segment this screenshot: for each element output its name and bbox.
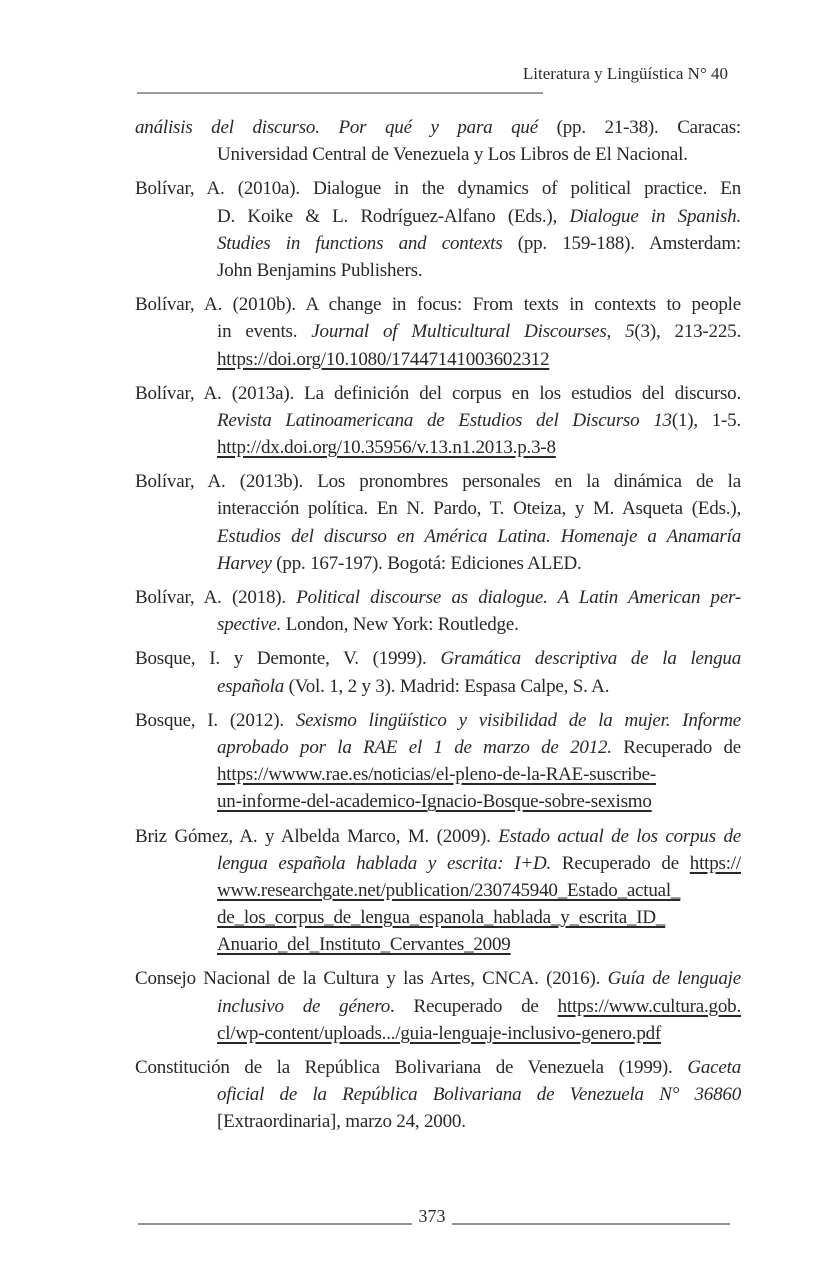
reference-line [135,550,741,577]
reference-entry [135,380,741,462]
reference-text: Recuperado de [623,736,741,758]
reference-text: lengua española hablada y escrita: I+D. [217,852,562,874]
reference-entry [135,468,741,577]
reference-text: (pp. 159-188). Amsterdam: [517,232,741,254]
reference-entry [135,175,741,284]
reference-line [135,141,741,168]
reference-text: Bosque, I. y Demonte, V. (1999). [135,648,441,670]
reference-link[interactable]: un-informe-del-academico-Ignacio-Bosque-sobre-sexismo [217,791,652,813]
reference-text: Journal of Multicultural Discourses [311,321,607,343]
reference-line [135,850,741,877]
reference-text: Bolívar, A. (2013b). Los pronombres personales en la dinámica de la [135,471,741,493]
reference-text: D. Koike & L. Rodríguez-Alfano (Eds.), [217,205,570,227]
reference-text: (3), 213-225. [634,321,741,343]
reference-line [135,434,741,461]
reference-text: Estudios del discurso en América Latina. Homenaje a Anamaría [217,525,741,547]
reference-text: John Benjamins Publishers. [217,259,423,281]
reference-line [135,611,741,638]
reference-text: Briz Gómez, A. y Albelda Marco, M. (2009). [135,825,499,847]
reference-line [135,346,741,373]
reference-line [135,203,741,230]
reference-line [135,788,741,815]
reference-line [135,823,741,850]
reference-text: in events. [217,321,312,343]
reference-line [135,877,741,904]
reference-text: Revista Latinoamericana de Estudios del Discurso 13 [217,409,672,431]
reference-line [135,673,741,700]
reference-text: aprobado por la RAE el 1 de marzo de 2012. [217,736,624,758]
reference-text: [Extraordinaria], marzo 24, 2000. [217,1111,466,1133]
reference-line [135,993,741,1020]
reference-text: Bosque, I. (2012). [135,709,296,731]
reference-line [135,734,741,761]
reference-text: Harvey [217,552,277,574]
reference-line [135,495,741,522]
reference-line [135,523,741,550]
reference-text: Dialogue in Spanish. [569,205,741,227]
reference-line [135,468,741,495]
reference-line [135,645,741,672]
reference-text: Bolívar, A. (2018). [135,587,297,608]
reference-text: (Vol. 1, 2 y 3). Madrid: Espasa Calpe, S. A. [288,675,610,697]
reference-text: (1), 1-5. [671,409,741,431]
reference-text: spective. [217,614,286,636]
reference-line [135,257,741,284]
references-list [135,114,741,1143]
reference-entry [135,823,741,959]
reference-link[interactable]: https:// [689,852,741,874]
footer-rule-left [138,1223,412,1225]
reference-link[interactable]: https://wwww.rae.es/noticias/el-pleno-de-la-RAE-suscribe- [217,764,657,786]
reference-line [135,584,741,611]
reference-line [135,175,741,202]
reference-line [135,114,741,141]
reference-link[interactable]: de_los_corpus_de_lengua_espanola_hablada_y_escrita_ID_ [217,907,666,929]
reference-line [135,318,741,345]
reference-entry [135,645,741,699]
reference-text: , [606,321,626,343]
reference-text: 5 [625,321,635,343]
reference-link[interactable]: cl/wp-content/uploads.../guia-lenguaje-inclusivo-genero.pdf [217,1022,662,1044]
reference-text: Political discourse as dialogue. A Latin American per- [296,587,741,608]
reference-entry [135,584,741,638]
reference-text: inclusivo de género [217,995,391,1017]
reference-line [135,904,741,931]
reference-line [135,707,741,734]
reference-text: . Recuperado de [390,995,558,1017]
reference-text: Universidad Central de Venezuela y Los Libros de El Nacional. [217,144,688,166]
reference-entry [135,291,741,373]
reference-text: oficial de la República Bolivariana de Venezuela N° 36860 [217,1084,741,1106]
reference-text: Gaceta [687,1057,741,1078]
page-number: 373 [418,1206,446,1226]
reference-entry [135,707,741,816]
reference-text: interacción política. En N. Pardo, T. Oteiza, y M. Asqueta (Eds.), [217,498,741,520]
reference-line [135,1081,741,1108]
reference-text: Studies in functions and contexts [217,232,518,254]
reference-text: Estado actual de los corpus de [498,825,741,847]
reference-text: análisis del discurso. Por qué y para qué [135,117,557,138]
reference-line [135,407,741,434]
reference-line [135,965,741,992]
reference-text: (pp. 21-38). Caracas: [556,117,741,138]
journal-header: Literatura y Lingüística N° 40 [522,64,728,83]
reference-line [135,1054,741,1081]
reference-link[interactable]: Anuario_del_Instituto_Cervantes_2009 [217,934,511,956]
reference-entry [135,1054,741,1136]
reference-link[interactable]: https://doi.org/10.1080/17447141003602312 [217,348,550,370]
reference-line [135,761,741,788]
reference-text: Sexismo lingüístico y visibilidad de la mujer. Informe [295,709,741,731]
reference-link[interactable]: http://dx.doi.org/10.35956/v.13.n1.2013.p.3-8 [217,437,556,459]
reference-text: Consejo Nacional de la Cultura y las Artes, CNCA. (2016). [135,968,608,990]
reference-text: Constitución de la República Bolivariana de Venezuela (1999). [135,1057,688,1078]
reference-text: London, New York: Routledge. [285,614,519,636]
reference-line [135,230,741,257]
reference-text: (pp. 167-197). Bogotá: Ediciones ALED. [276,552,582,574]
reference-text: española [217,675,289,697]
reference-line [135,380,741,407]
reference-text: Recuperado de [561,852,690,874]
reference-line [135,291,741,318]
reference-line [135,1020,741,1047]
reference-text: Bolívar, A. (2010a). Dialogue in the dynamics of political practice. En [135,178,741,200]
reference-text: Bolívar, A. (2010b). A change in focus: From texts in contexts to people [135,294,741,316]
header-rule [137,92,543,94]
reference-line [135,1108,741,1135]
reference-entry [135,114,741,168]
reference-text: Gramática descriptiva de la lengua [440,648,741,670]
reference-link[interactable]: www.researchgate.net/publication/230745940_Estado_actual_ [217,879,681,901]
reference-text: Guía de lenguaje [607,968,741,990]
reference-text: Bolívar, A. (2013a). La definición del corpus en los estudios del discurso. [135,382,741,404]
reference-entry [135,965,741,1047]
reference-link[interactable]: https://www.cultura.gob. [557,995,741,1017]
reference-line [135,931,741,958]
footer-rule-right [452,1223,730,1225]
